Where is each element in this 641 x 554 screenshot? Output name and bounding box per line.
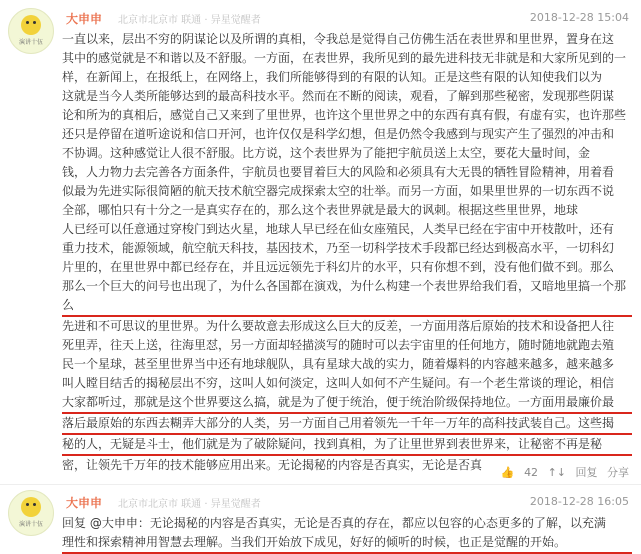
avatar[interactable] [8, 8, 54, 54]
comment-line: 人已经可以任意通过穿梭门到达火星，地球人早已经在仙女座殖民，人类早已经在宇宙中开枝散叶，还有 [62, 222, 615, 236]
comment-line: 还只是停留在道听途说和信口开河，也许仅仅是科学幻想，但是仍然令我感到与现实产生了强烈的冲击和 [62, 127, 615, 141]
comment-line: 不协调。这种感觉让人很不舒服。比方说，这个表世界为了能把宇航员送上太空，要花大量时间，金 [62, 146, 591, 160]
comment-line: 重力技术，能源领域，航空航天科技，基因技术，乃至一切科学技术手段都已经达到极高水平，一切科幻 [62, 241, 615, 255]
avatar[interactable] [8, 490, 54, 536]
comment-line: 似最为先进实际很简陋的航天技术航空器完成探索太空的壮举。而另一方面，如果里世界的一切东西不说 [62, 184, 615, 198]
like-button[interactable]: 👍 42 [500, 466, 539, 479]
location-info: 北京市北京市 联通 · 异星觉醒者 [118, 15, 261, 26]
vote-button[interactable]: ↑↓ [547, 466, 566, 479]
comment-line: 回复 @大申申：无论揭秘的内容是否真实，无论是否真的存在，都应以包容的心态更多的了解，以充满 [62, 516, 606, 530]
comment-line: 先进和不可思议的里世界。为什么要故意去形成这么巨大的反差，一方面用落后原始的技术和设备把人往 [62, 319, 615, 333]
avatar-face-icon [21, 497, 41, 517]
comment-line: 全部，哪怕只有十分之一是真实存在的，那么这个表世界就是最大的讽刺。根据这些里世界，地球 [62, 203, 579, 217]
comment-line: 论和所为的真相后，感觉自己又来到了里世界，也许这个里世界之中的东西有真有假，有虚有实，也许那些 [62, 108, 627, 122]
avatar-eye-icon [26, 503, 29, 506]
timestamp: 2018-12-28 16:05 [529, 495, 629, 508]
timestamp: 2018-12-28 15:04 [529, 11, 629, 24]
like-count: 42 [524, 466, 539, 479]
comment-line-highlighted: 那么一个巨大的问号也出现了，为什么各国都在演戏，为什么构建一个表世界给我们看，又暗地里搞一个那么 [62, 277, 632, 317]
comment-line: 一直以来，层出不穷的阴谋论以及所谓的真相，令我总是觉得自己仿佛生活在表世界和里世界，置身在这 [62, 32, 615, 46]
comment-line: 密，让领先千万年的技术能够应用出来。无论揭秘的内容是否真实，无论是否真 [62, 458, 483, 472]
comment-line: 叫人瞠目结舌的揭秘层出不穷，这叫人如何淡定，这叫人如何不产生疑问。有一个老生常谈的理论，相信 [62, 376, 615, 390]
comment-body [62, 30, 632, 475]
comment-line: 死里弄，往天上送，往海里怼，另一方面却轻描淡写的随时可以去宇宙里的任何地方，随时随地就跑去殖 [62, 338, 615, 352]
comment-line: 其中的感觉就是不和谐以及不舒服。一方面，在表世界，我所见到的最先进科技无非就是和大家所见到的一 [62, 51, 627, 65]
avatar-face-icon [21, 15, 41, 35]
avatar-eye-icon [33, 21, 36, 24]
comment-line: 钱，人力物力去完善各方面条件，宇航员也要冒着巨大的风险和必须具有大无畏的牺牲冒险精神，用着看 [62, 165, 615, 179]
comment-body [62, 514, 632, 554]
comment-line: 片里的，在里世界中都已经存在，并且远远领先于科幻片的水平，只有你想不到，没有他们做不到。那么 [62, 260, 615, 274]
comment-actions [495, 464, 629, 480]
comment-line: 民一个星球，甚至里世界当中还有地球舰队，具有星球大战的实力，随着爆料的内容越来越多，越来越多 [62, 357, 615, 371]
avatar-caption: 演讲十伍 [18, 521, 43, 528]
comment-line: 样，在新闻上，在报纸上，在网络上，我们所能够得到的有限的认知。正是这些有限的认知使我们以为 [62, 70, 603, 84]
comment-line-highlighted: 理性和探索精神用智慧去理解。当我们开始放下成见，好好的倾听的时候，也正是觉醒的开始。 [62, 533, 632, 554]
divider [0, 484, 641, 485]
reply-button[interactable]: 回复 [575, 466, 598, 479]
username-link[interactable]: 大申申 [66, 496, 103, 510]
comment-line-highlighted: 落后最原始的东西去糊弄大部分的人类，另一方面自己用着领先一千年一万年的高科技武装自己。这些揭 [62, 414, 632, 435]
share-button[interactable]: 分享 [607, 466, 629, 479]
location-info: 北京市北京市 联通 · 异星觉醒者 [118, 499, 261, 510]
comment-line-highlighted: 秘的人，无疑是斗士，他们就是为了破除疑问，找到真相，为了让里世界到表世界来，让秘密不再是秘 [62, 435, 632, 456]
avatar-caption: 演讲十伍 [18, 39, 43, 46]
avatar-eye-icon [33, 503, 36, 506]
avatar-eye-icon [26, 21, 29, 24]
username-link[interactable]: 大申申 [66, 12, 103, 26]
comment-line: 这就是当今人类所能够达到的最高科技水平。然而在不断的阅读，观看，了解到那些秘密，发现那些阴谋 [62, 89, 615, 103]
comment-line-highlighted: 大家都听过，那就是这个世界要这么搞，就是为了便于统治，便于统治阶级保持地位。一方面用最廉价最 [62, 393, 632, 414]
comment-2 [0, 488, 641, 548]
